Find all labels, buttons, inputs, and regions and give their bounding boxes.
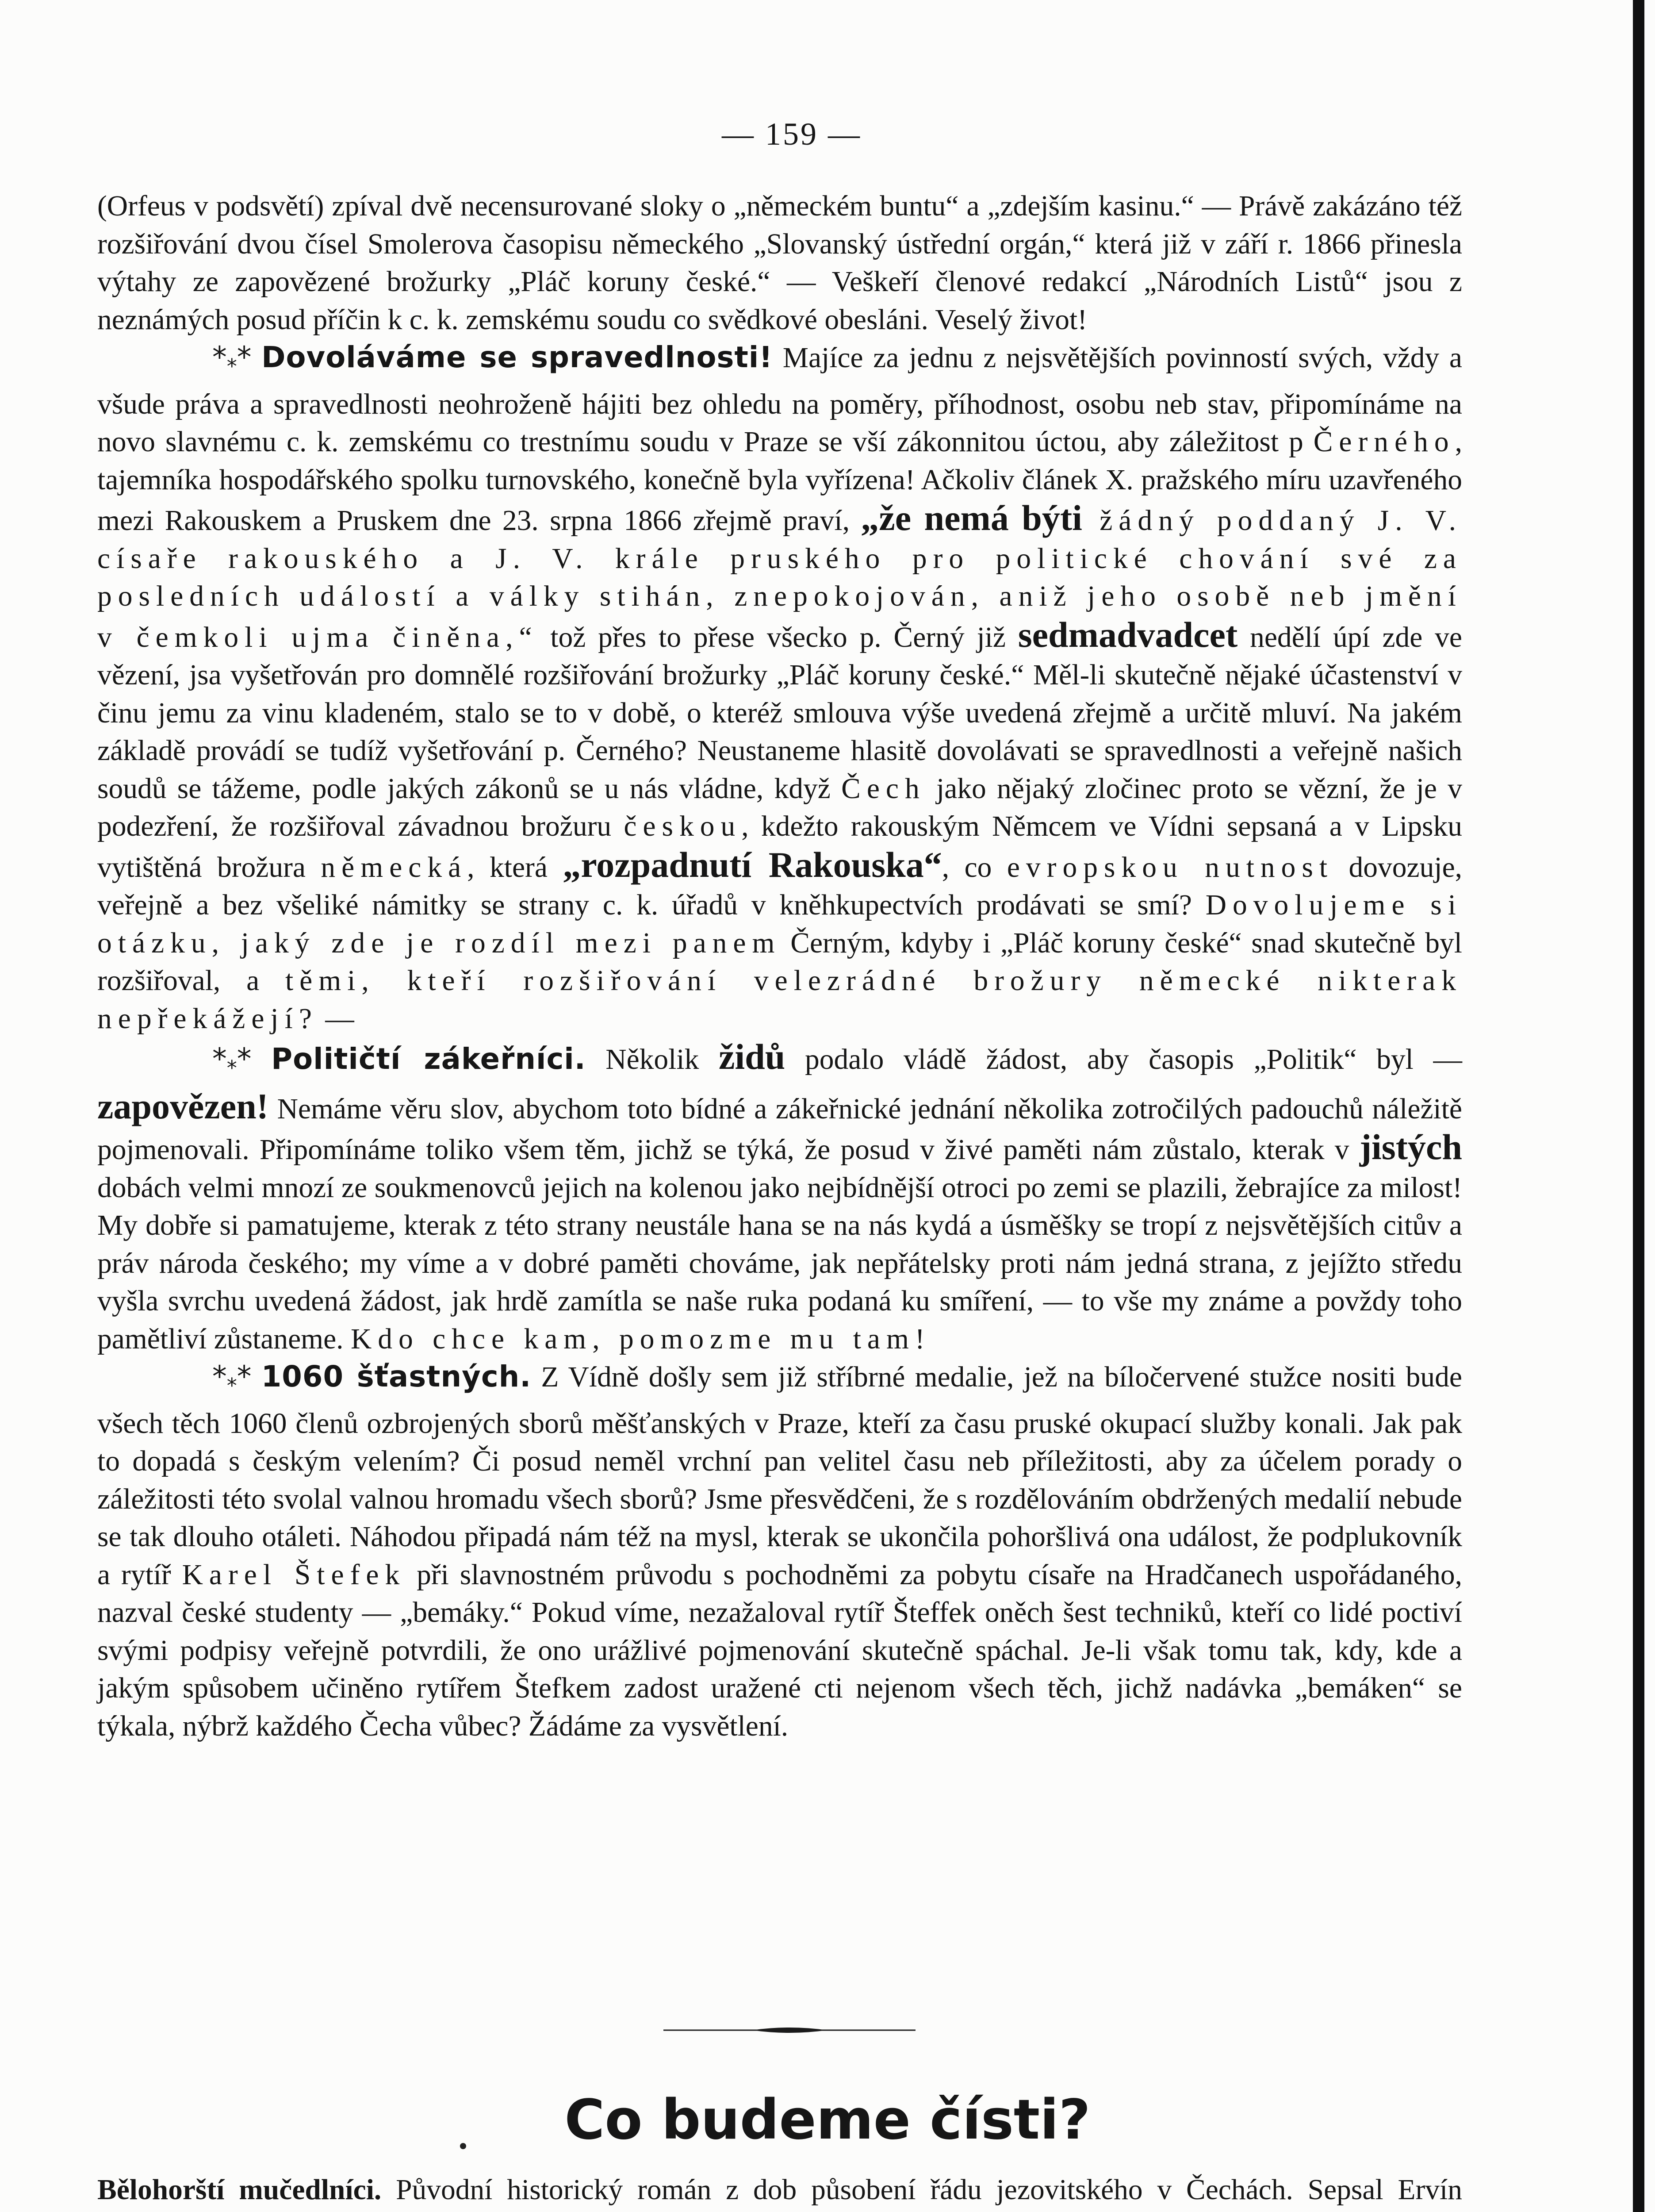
paragraph-spravedlnost: $*_**$ Dovoláváme se spravedlnosti! Majíce za jednu z nejsvětějších povinností svých, vždy a všude práva a spravedlnosti neohroženě hájiti bez ohledu na poměry, příhodnost, osobu neb stav, připomínáme na novo slavnému c. k. zemskému co trestnímu soudu v Praze se vší zákonnitou úctou, aby záležitost p Černého, tajemníka hospodářského spolku turnovského, konečně byla vyřízena! Ačkoliv článek X. pražského míru uzavřeného mezi Rakouskem a Pruskem dne 23. srpna 1866 zřejmě praví, „že nemá býti žádný poddaný J. V. císaře rakouského a J. V. krále pruského pro politické chování své za posledních událostí a války stihán, znepokojován, aniž jeho osobě neb jmění v čemkoli ujma činěna,“ tož přes to přese všecko p. Černý již sedmadvadcet nedělí úpí zde ve vězení, jsa vyšetřován pro domnělé rozšiřování brožurky „Pláč koruny české.“ Měl-li skutečně nějaké účastenství v činu jemu za vinu kladeném, stalo se to v době, o kteréž smlouva výše uvedená zřejmě a určitě mluví. Na jakém základě provádí se tudíž vyšetřování p. Černého? Neustaneme hlasitě dovolávati se spravedlnosti a veřejně našich soudů se tážeme, podle jakých zákonů se u nás vládne, když Čech jako nějaký zločinec proto se vězní, že je v podezření, že rozšiřoval závadnou brožuru českou, kdežto rakouským Němcem ve Vídni sepsaná a v Lipsku vytištěná brožura německá, která „rozpadnutí Rakouska“, co evropskou nutnost dovozuje, veřejně a bez všeliké námitky se strany c. k. úřadů v kněhkupectvích prodávati se smí? Dovolujeme si otázku, jaký zde je rozdíl mezi panem Černým, kdyby i „Pláč koruny české“ snad skutečně byl rozšiřoval, a těmi, kteří rozšiřování velezrádné brožury německé nikterak nepřekážejí? —	[97, 341, 1463, 1035]
book-entry: Bělohorští mučedlníci. Původní historický román z dob působení řádu jezovitského v Čechách. Sepsal Ervín	[97, 2174, 1462, 2206]
book-notice	[97, 2171, 1462, 2212]
page-number: — 159 —	[722, 116, 862, 152]
paragraph-stastnych: $*_**$ 1060 šťastných. Z Vídně došly sem již stříbrné medalie, jež na bíločervené stužce nositi bude všech těch 1060 členů ozbrojených sborů měšťanských v Praze, kteří za času pruské okupací služby konali. Jak pak to dopadá s českým velením? Či posud neměl vrchní pan velitel času neb příležitosti, aby za účelem porady o záležitosti této svolal valnou hromadu všech sborů? Jsme přesvědčeni, že s rozdělováním obdržených medalií nebude se tak dlouho otáleti. Náhodou připadá nám též na mysl, kterak se ukončila pohoršlivá ona událost, že podplukovník a rytíř Karel Štefek při slavnostném průvodu s pochodněmi za pobytu císaře na Hradčanech uspořádaného, nazval české studenty — „bemáky.“ Pokud víme, nezažaloval rytíř Šteffek oněch šest techniků, kteří co lidé poctiví svými podpisy veřejně potvrdili, že ono urážlivé pojmenování skutečně spáchal. Je-li však tomu tak, kdy, kde a jakým spůsobem učiněno rytířem Štefkem zadost uražené cti nejenom všech těch, jichž nadávka „bemáken“ se týkala, nýbrž každého Čecha vůbec? Žádáme za vysvětlení.	[97, 1360, 1462, 1742]
paragraph-heading: Političtí zákeřníci.	[271, 1042, 586, 1076]
bullet-dot	[460, 2143, 466, 2149]
section-title: Co budeme čísti?	[564, 2088, 1091, 2152]
paragraph-heading: Dovoláváme se spravedlnosti!	[261, 341, 773, 374]
paragraph-orfeus: (Orfeus v podsvětí) zpíval dvě necensurované sloky o „německém buntu“ a „zdejším kasinu.“ — Právě zakázáno též rozšiřování dvou čísel Smolerova časopisu německého „Slovanský ústřední orgán,“ která již v září r. 1866 přinesla výtahy ze zapovězené brožurky „Pláč koruny české.“ — Veškeří členové redakcí „Národních Listů“ jsou z neznámých posud příčin k c. k. zemskému soudu co svědkové obesláni. Veselý život!	[97, 190, 1462, 336]
paragraph-heading: 1060 šťastných.	[261, 1360, 532, 1394]
ornamental-divider	[663, 2025, 916, 2035]
paragraph-zakernici: $*_**$ Političtí zákeřníci. Několik židů podalo vládě žádost, aby časopis „Politik“ byl — zapovězen! Nemáme věru slov, abychom toto bídné a zákeřnické jednání několika zotročilých padouchů náležitě pojmenovali. Připomínáme toliko všem těm, jichž se týká, že posud v živé paměti nám zůstalo, kterak v jistých dobách velmi mnozí ze soukmenovců jejich na kolenou jako nejbídnější otroci po zemi se plazili, žebrajíce za milost! My dobře si pamatujeme, kterak z této strany neustále hana se na nás kydá a úsměšky se tropí z nejsvětějších citův a práv národa českého; my víme a v dobré paměti chováme, jak nepřátelsky proti nám jedná strana, z jejížto středu vyšla svrchu uvedená žádost, jak hrdě zamítla se naše ruka podaná ku smíření, — to vše my známe a povždy toho pamětliví zůstaneme. Kdo chce kam, pomozme mu tam!	[97, 1037, 1462, 1355]
asterism-icon: $*_**$	[212, 1042, 252, 1080]
asterism-icon: $*_**$	[212, 341, 252, 379]
scan-border-right	[1633, 0, 1644, 2212]
asterism-icon: $*_**$	[212, 1360, 252, 1398]
article-body	[97, 188, 1462, 1745]
book-title: Bělohorští mučedlníci.	[97, 2174, 382, 2206]
